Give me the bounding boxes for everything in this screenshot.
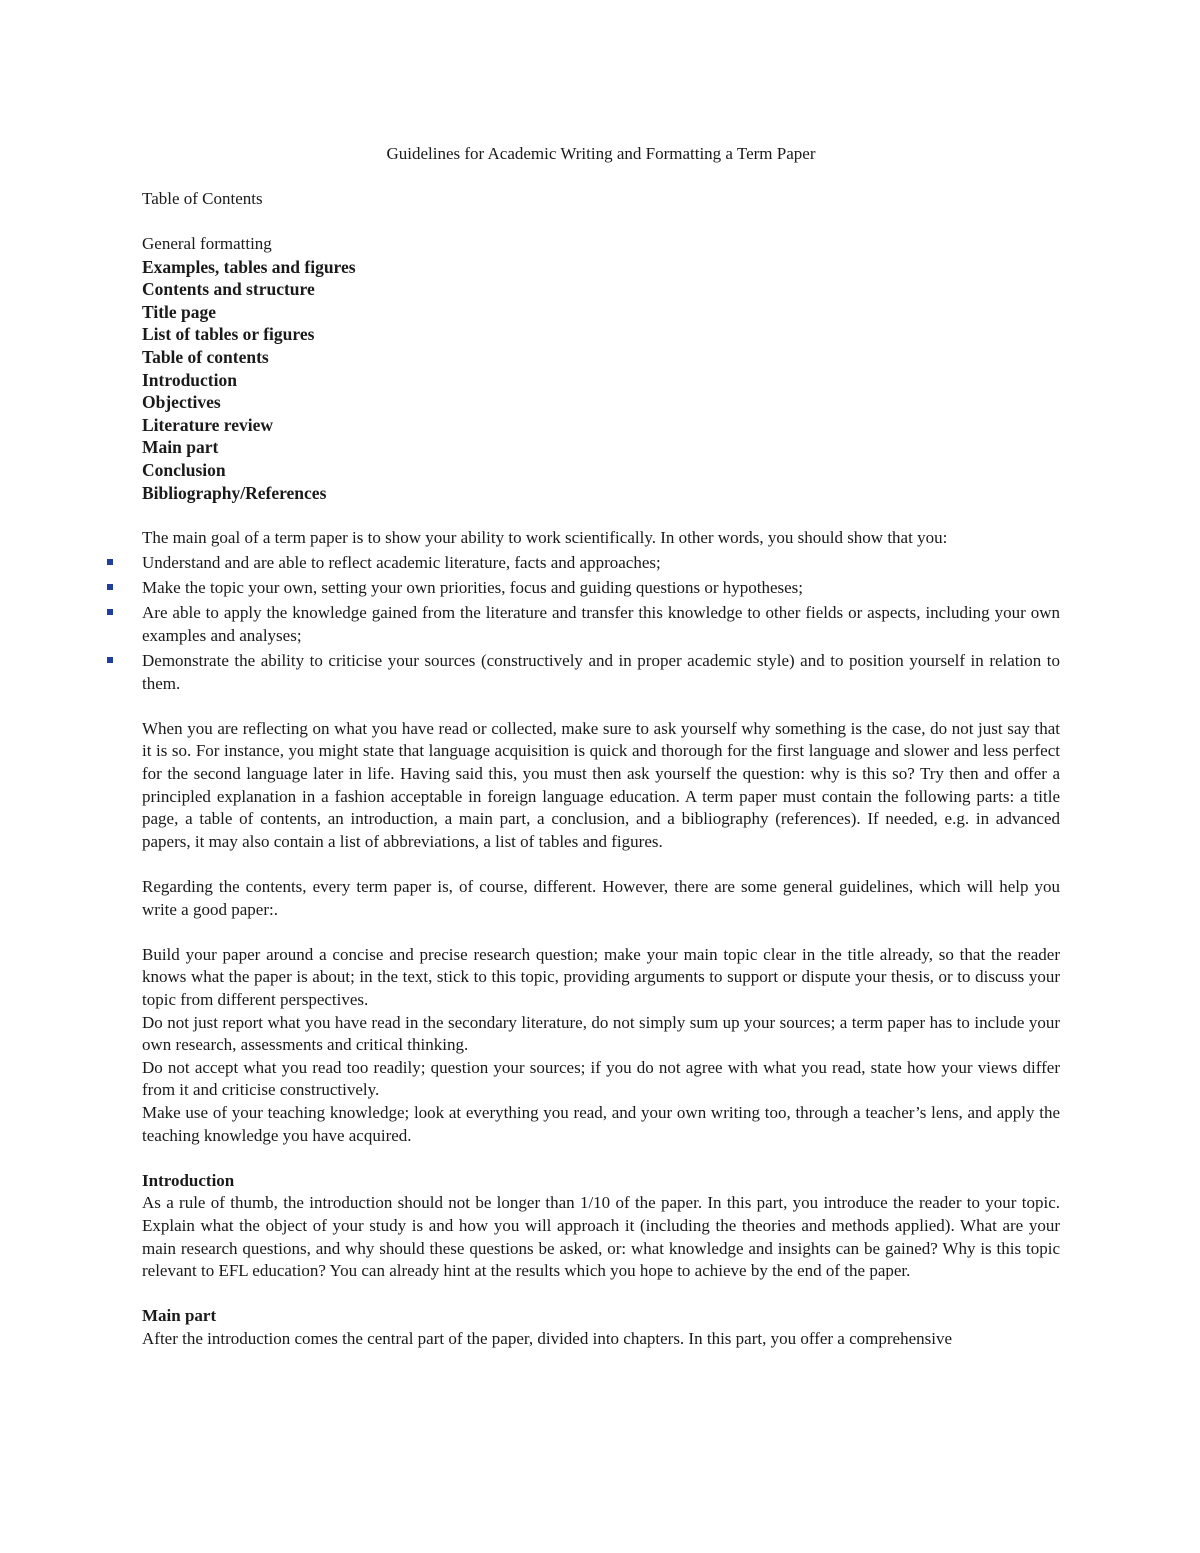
- bullet-item: [142, 552, 1060, 575]
- toc-item-table-of-contents: Table of contents: [142, 346, 269, 367]
- main-part-text: After the introduction comes the central part of the paper, divided into chapters. In this part, you offer a comprehensive: [142, 1328, 953, 1348]
- square-bullet-icon: [107, 657, 113, 663]
- guideline-paragraph: Make use of your teaching knowledge; look at everything you read, and your own writing too, through a teacher’s lens, and apply the teaching knowledge you have acquired.: [142, 1102, 1060, 1145]
- guideline-paragraph: Do not accept what you read too readily; question your sources; if you do not agree with what you read, state how your views differ from it and criticise constructively.: [142, 1057, 1060, 1100]
- toc-item-main-part: Main part: [142, 437, 219, 458]
- goals-bullet-list: [142, 552, 1060, 695]
- guideline-paragraph: Build your paper around a concise and precise research question; make your main topic clear in the title already, so that the reader knows what the paper is about; in the text, stick to this topic, providing arguments to support or dispute your thesis, or to discuss your topic from different perspectives.: [142, 944, 1060, 1009]
- paragraph-regarding: Regarding the contents, every term paper is, of course, different. However, there are some general guidelines, which will help you write a good paper:.: [142, 877, 1060, 919]
- paragraph-reflecting: When you are reflecting on what you have read or collected, make sure to ask yourself why something is the case, do not just say that it is so. For instance, you might state that language acquisition is quick and thorough for the first language and slower and less perfect for the second language later in life. Having said this, you must then ask yourself the question: why is this so? Try then and offer a principled explanation in a fashion acceptable in foreign language education. A term paper must contain the following parts: a title page, a table of contents, an introduction, a main part, a conclusion, and a bibliography (references). If needed, e.g. in advanced papers, it may also contain a list of abbreviations, a list of tables and figures.: [142, 718, 1060, 851]
- guidelines-group: [142, 944, 1060, 1147]
- toc-item-literature-review: Literature review: [142, 414, 274, 435]
- toc-item-introduction: Introduction: [142, 369, 237, 390]
- square-bullet-icon: [107, 609, 113, 615]
- intro-sentence: The main goal of a term paper is to show your ability to work scientifically. In other words, you should show that you:: [142, 527, 948, 547]
- square-bullet-icon: [107, 584, 113, 590]
- bullet-text: Understand and are able to reflect academic literature, facts and approaches;: [142, 552, 661, 572]
- document-page: [142, 143, 1060, 1350]
- toc-item-conclusion: Conclusion: [142, 459, 226, 480]
- toc-list: [142, 233, 1060, 504]
- toc-item-list-of-tables: List of tables or figures: [142, 324, 315, 345]
- introduction-heading: Introduction: [142, 1170, 235, 1190]
- bullet-text: Demonstrate the ability to criticise your sources (constructively and in proper academic style) and to position yourself in relation to them.: [142, 651, 1060, 693]
- toc-item-general-formatting: General formatting: [142, 234, 272, 253]
- main-part-section: [142, 1305, 1060, 1350]
- bullet-item: [142, 602, 1060, 647]
- introduction-text: As a rule of thumb, the introduction should not be longer than 1/10 of the paper. In this part, you introduce the reader to your topic. Explain what the object of your study is and how you will approach it (including the theories and methods applied). What are your main research questions, and why should these questions be asked, or: what knowledge and insights can be gained? Why is this topic relevant to EFL education? You can already hint at the results which you hope to achieve by the end of the paper.: [142, 1193, 1060, 1281]
- toc-item-bibliography: Bibliography/References: [142, 482, 327, 503]
- bullet-item: [142, 650, 1060, 695]
- document-title: Guidelines for Academic Writing and Formatting a Term Paper: [386, 144, 816, 163]
- bullet-text: Make the topic your own, setting your own priorities, focus and guiding questions or hypotheses;: [142, 578, 804, 598]
- guideline-paragraph: Do not just report what you have read in the secondary literature, do not simply sum up your sources; a term paper has to include your own research, assessments and critical thinking.: [142, 1012, 1060, 1055]
- toc-item-title-page: Title page: [142, 301, 217, 322]
- bullet-item: [142, 577, 1060, 600]
- toc-item-objectives: Objectives: [142, 392, 221, 413]
- main-part-heading: Main part: [142, 1306, 217, 1326]
- toc-item-contents-structure: Contents and structure: [142, 279, 315, 300]
- introduction-section: [142, 1170, 1060, 1283]
- bullet-text: Are able to apply the knowledge gained from the literature and transfer this knowledge to other fields or aspects, including your own examples and analyses;: [142, 603, 1060, 645]
- toc-item-examples-tables-figures: Examples, tables and figures: [142, 256, 356, 277]
- toc-heading: Table of Contents: [142, 189, 263, 208]
- square-bullet-icon: [107, 559, 113, 565]
